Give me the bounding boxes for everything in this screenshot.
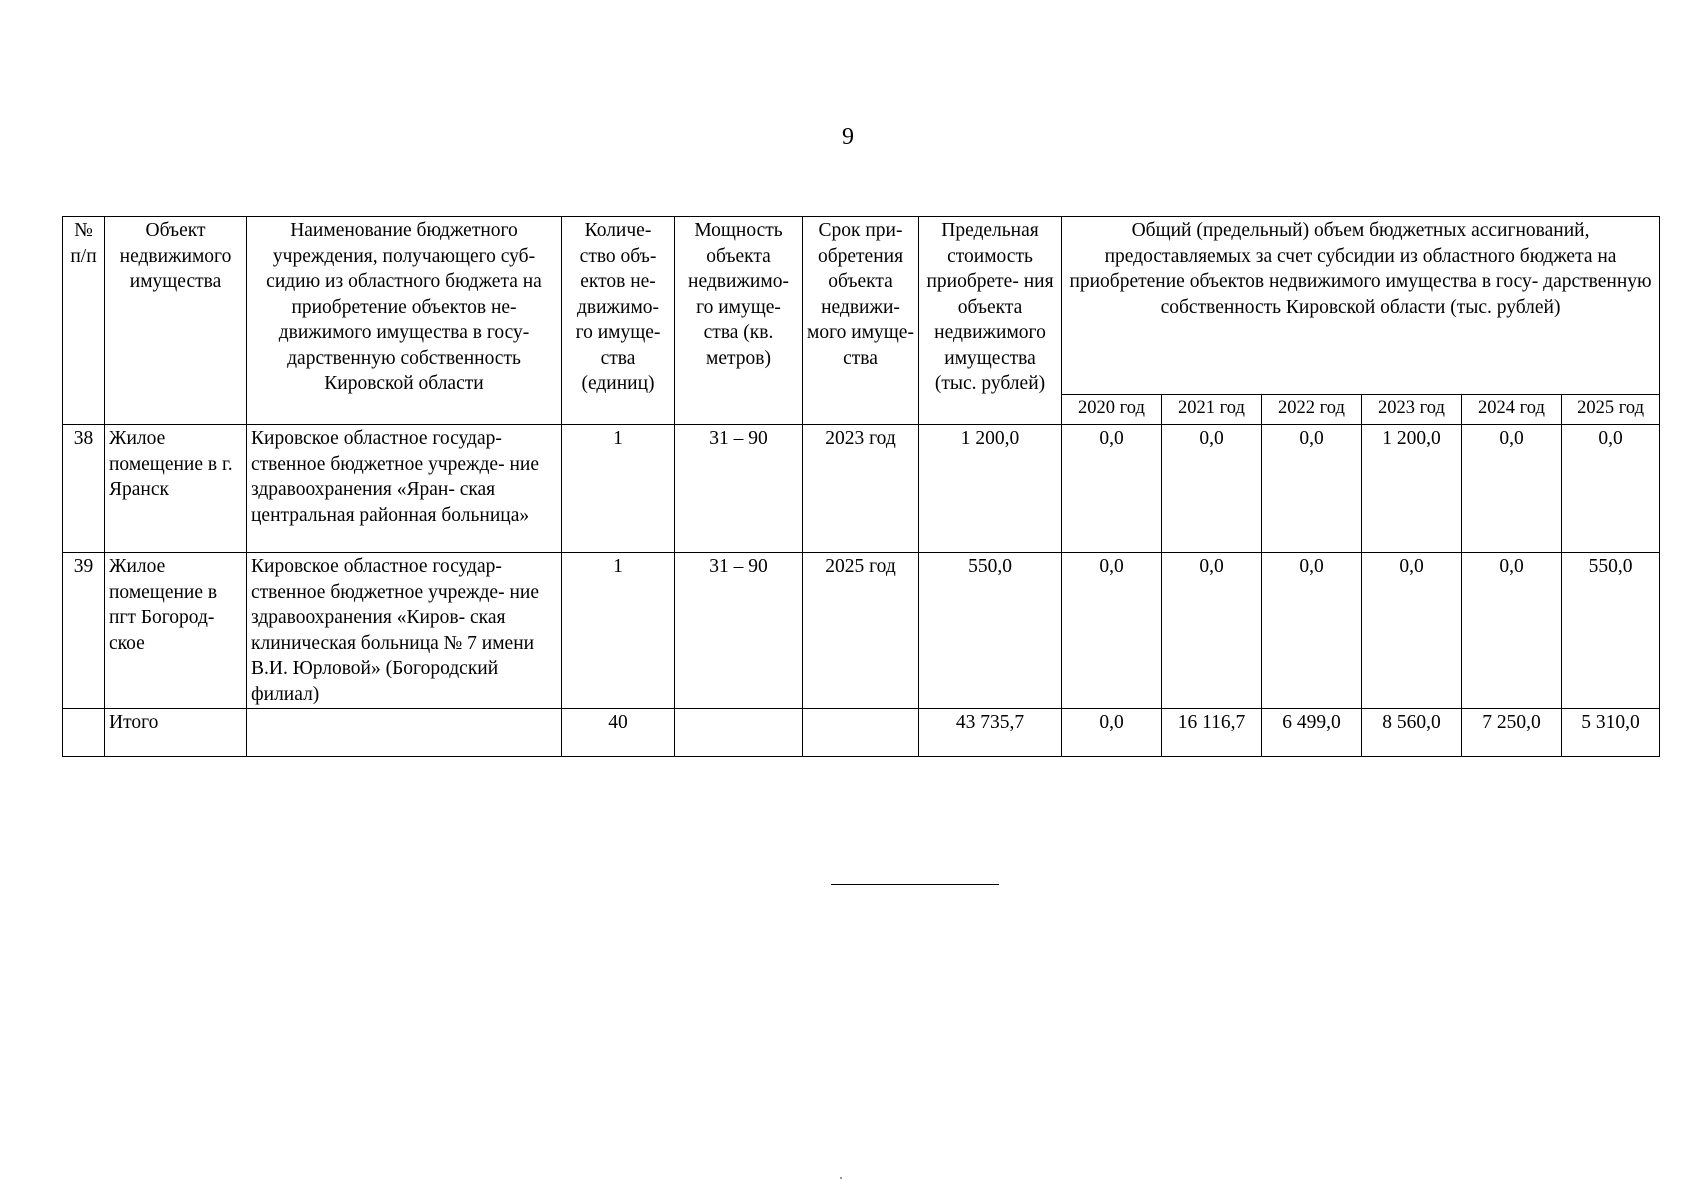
total-year-2024: 7 250,0 xyxy=(1462,709,1562,757)
cell-num: 39 xyxy=(63,553,105,709)
total-year-2023: 8 560,0 xyxy=(1362,709,1462,757)
header-year-2024: 2024 год xyxy=(1462,395,1562,425)
cell-year-2022: 0,0 xyxy=(1262,425,1362,553)
cell-year-2023: 1 200,0 xyxy=(1362,425,1462,553)
cell-num: 38 xyxy=(63,425,105,553)
total-count: 40 xyxy=(562,709,675,757)
header-total-volume: Общий (предельный) объем бюджетных ассигнований, предоставляемых за счет субсидии из областного бюджета на приобретение объектов недвижимого имущества в госу- дарственную собственность Кировской области (тыс. рублей) xyxy=(1062,217,1660,395)
closing-rule xyxy=(831,884,999,885)
cell-object: Жилое помещение в пгт Богород- ское xyxy=(105,553,247,709)
total-row xyxy=(63,709,1660,757)
cell-year-2020: 0,0 xyxy=(1062,425,1162,553)
header-institution: Наименование бюджетного учреждения, получающего суб- сидию из областного бюджета на приобретение объектов не- движимого имущества в госу- дарственную собственность Кировской области xyxy=(247,217,562,425)
table-row xyxy=(63,553,1660,709)
header-year-2020: 2020 год xyxy=(1062,395,1162,425)
cell-term xyxy=(803,709,919,757)
total-year-2020: 0,0 xyxy=(1062,709,1162,757)
total-label: Итого xyxy=(105,709,247,757)
cell-capacity: 31 – 90 xyxy=(675,553,803,709)
total-max-cost: 43 735,7 xyxy=(919,709,1062,757)
cell-year-2024: 0,0 xyxy=(1462,553,1562,709)
cell-capacity xyxy=(675,709,803,757)
cell-max-cost: 550,0 xyxy=(919,553,1062,709)
total-year-2025: 5 310,0 xyxy=(1562,709,1660,757)
cell-term: 2023 год xyxy=(803,425,919,553)
header-year-2021: 2021 год xyxy=(1162,395,1262,425)
cell-year-2022: 0,0 xyxy=(1262,553,1362,709)
header-term: Срок при- обретения объекта недвижи- мого имуще- ства xyxy=(803,217,919,425)
header-year-2022: 2022 год xyxy=(1262,395,1362,425)
header-count: Количе- ство объ- ектов не- движимо- го имуще- ства (единиц) xyxy=(562,217,675,425)
cell-institution: Кировское областное государ- ственное бюджетное учрежде- ние здравоохранения «Яран- ская центральная районная больница» xyxy=(247,425,562,553)
cell-year-2024: 0,0 xyxy=(1462,425,1562,553)
cell-max-cost: 1 200,0 xyxy=(919,425,1062,553)
header-max-cost: Предельная стоимость приобрете- ния объекта недвижимого имущества (тыс. рублей) xyxy=(919,217,1062,425)
header-num: № п/п xyxy=(63,217,105,425)
cell-count: 1 xyxy=(562,425,675,553)
cell-year-2025: 550,0 xyxy=(1562,553,1660,709)
header-capacity: Мощность объекта недвижимо- го имуще- ства (кв. метров) xyxy=(675,217,803,425)
cell-institution xyxy=(247,709,562,757)
cell-count: 1 xyxy=(562,553,675,709)
cell-term: 2025 год xyxy=(803,553,919,709)
scan-speck xyxy=(840,1177,842,1179)
cell-year-2020: 0,0 xyxy=(1062,553,1162,709)
cell-year-2025: 0,0 xyxy=(1562,425,1660,553)
cell-year-2023: 0,0 xyxy=(1362,553,1462,709)
cell-capacity: 31 – 90 xyxy=(675,425,803,553)
total-year-2021: 16 116,7 xyxy=(1162,709,1262,757)
cell-object: Жилое помещение в г. Яранск xyxy=(105,425,247,553)
table-row xyxy=(63,425,1660,553)
cell-year-2021: 0,0 xyxy=(1162,425,1262,553)
cell-institution: Кировское областное государ- ственное бюджетное учрежде- ние здравоохранения «Киров- ская клиническая больница № 7 имени В.И. Юрловой» (Богородский филиал) xyxy=(247,553,562,709)
total-year-2022: 6 499,0 xyxy=(1262,709,1362,757)
header-year-2023: 2023 год xyxy=(1362,395,1462,425)
cell-num xyxy=(63,709,105,757)
cell-year-2021: 0,0 xyxy=(1162,553,1262,709)
header-year-2025: 2025 год xyxy=(1562,395,1660,425)
budget-table xyxy=(62,216,1660,757)
page-number: 9 xyxy=(842,124,854,150)
header-object: Объект недвижимого имущества xyxy=(105,217,247,425)
